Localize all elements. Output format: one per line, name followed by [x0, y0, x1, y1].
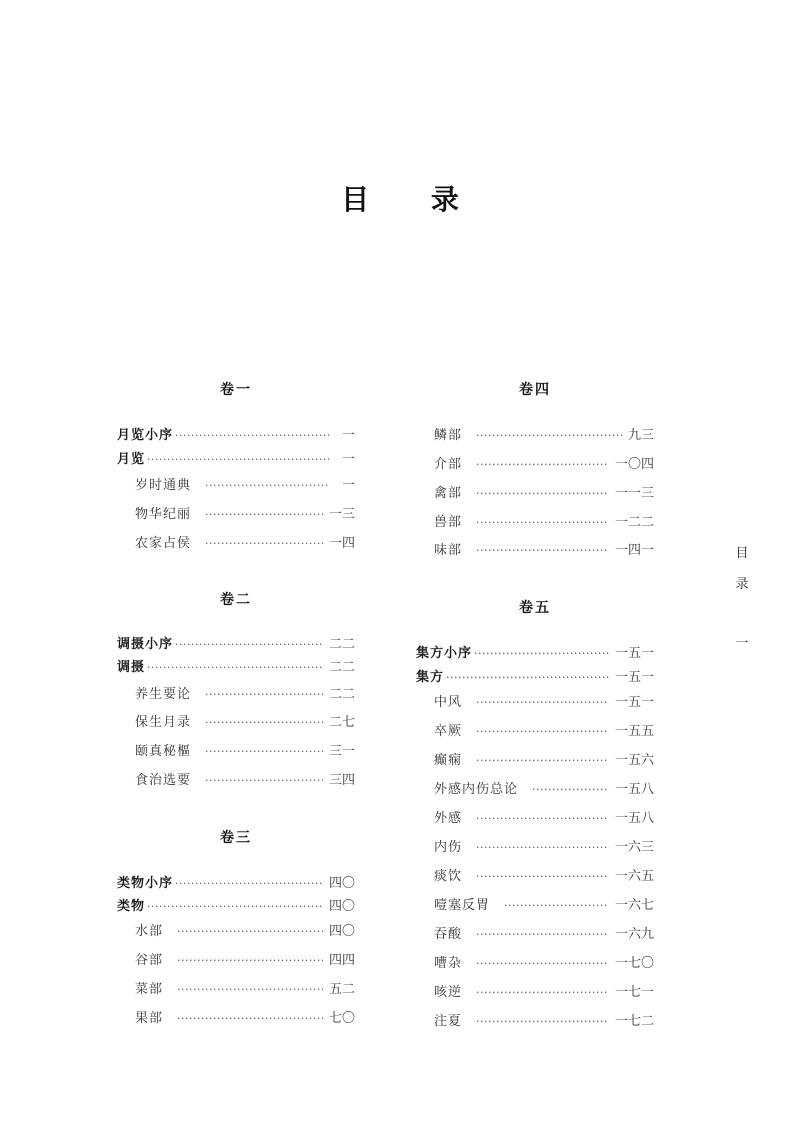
- entry-label: 内伤: [434, 840, 463, 855]
- toc-entry[interactable]: [416, 781, 654, 799]
- dot-leader: [175, 636, 323, 654]
- entry-page: 一六三: [614, 840, 654, 855]
- dot-leader: [504, 897, 609, 915]
- entry-label: 痰饮: [434, 869, 463, 884]
- entry-page: 一二二: [614, 515, 654, 530]
- toc-entry[interactable]: [117, 714, 355, 732]
- dot-leader: [476, 810, 609, 828]
- entry-label: 物华纪丽: [135, 507, 192, 522]
- entry-label: 农家占侯: [135, 536, 192, 551]
- toc-entry[interactable]: [416, 868, 654, 886]
- entry-page: 一七〇: [614, 956, 654, 971]
- entry-page: 三四: [328, 773, 355, 788]
- entry-label: 味部: [434, 543, 463, 558]
- toc-entry[interactable]: [117, 743, 355, 761]
- toc-entry[interactable]: [117, 898, 355, 916]
- entry-page: 二七: [328, 715, 355, 730]
- toc-entry[interactable]: [416, 456, 654, 474]
- dot-leader: [205, 714, 323, 732]
- toc-entry[interactable]: [117, 952, 355, 970]
- side-margin-char: 目: [735, 546, 749, 561]
- entry-label: 咳逆: [434, 985, 463, 1000]
- dot-leader: [474, 645, 609, 663]
- entry-page: 一: [341, 428, 355, 443]
- toc-entry[interactable]: [117, 506, 355, 524]
- toc-entry[interactable]: [117, 659, 355, 677]
- entry-page: 一〇四: [614, 457, 654, 472]
- entry-page: 二二: [328, 637, 355, 652]
- toc-entry[interactable]: [117, 636, 355, 654]
- entry-label: 癫痫: [434, 753, 463, 768]
- entry-page: 一五一: [614, 670, 654, 685]
- dot-leader: [147, 898, 323, 916]
- entry-page: 一五八: [614, 811, 654, 826]
- entry-label: 中风: [434, 695, 463, 710]
- dot-leader: [205, 743, 323, 761]
- dot-leader: [476, 723, 609, 741]
- entry-label: 谷部: [135, 953, 164, 968]
- page-title: 目 录: [341, 183, 485, 216]
- dot-leader: [532, 781, 609, 799]
- toc-entry[interactable]: [416, 694, 654, 712]
- toc-entry[interactable]: [117, 1010, 355, 1028]
- entry-page: 九三: [627, 428, 654, 443]
- entry-label: 类物小序: [117, 876, 174, 891]
- dot-leader: [175, 875, 323, 893]
- entry-label: 嘈杂: [434, 956, 463, 971]
- dot-leader: [175, 427, 329, 445]
- toc-entry[interactable]: [416, 485, 654, 503]
- dot-leader: [476, 984, 609, 1002]
- entry-label: 集方: [416, 670, 445, 685]
- toc-entry[interactable]: [416, 752, 654, 770]
- volume-header: 卷五: [519, 600, 551, 616]
- dot-leader: [476, 926, 609, 944]
- toc-entry[interactable]: [416, 542, 654, 560]
- entry-label: 外感内伤总论: [434, 782, 519, 797]
- entry-label: 类物: [117, 899, 146, 914]
- dot-leader: [205, 477, 329, 495]
- entry-page: 四〇: [328, 924, 355, 939]
- entry-page: 二二: [328, 660, 355, 675]
- toc-entry[interactable]: [117, 875, 355, 893]
- dot-leader: [205, 535, 323, 553]
- entry-page: 一七二: [614, 1014, 654, 1029]
- dot-leader: [476, 427, 622, 445]
- entry-label: 噎塞反胃: [434, 898, 491, 913]
- entry-page: 五二: [328, 982, 355, 997]
- dot-leader: [177, 981, 323, 999]
- entry-page: 一五一: [614, 695, 654, 710]
- entry-page: 四〇: [328, 899, 355, 914]
- entry-page: 一: [341, 478, 355, 493]
- toc-entry[interactable]: [416, 955, 654, 973]
- entry-page: 一五一: [614, 646, 654, 661]
- dot-leader: [147, 659, 323, 677]
- entry-label: 吞酸: [434, 927, 463, 942]
- entry-label: 岁时通典: [135, 478, 192, 493]
- entry-label: 食治选要: [135, 773, 192, 788]
- dot-leader: [205, 772, 323, 790]
- entry-label: 集方小序: [416, 646, 473, 661]
- entry-label: 卒厥: [434, 724, 463, 739]
- entry-page: 四四: [328, 953, 355, 968]
- dot-leader: [147, 451, 329, 469]
- entry-page: 一五六: [614, 753, 654, 768]
- entry-label: 禽部: [434, 486, 463, 501]
- volume-header: 卷四: [519, 382, 551, 398]
- dot-leader: [177, 1010, 323, 1028]
- entry-label: 鳞部: [434, 428, 463, 443]
- entry-page: 一三: [328, 507, 355, 522]
- entry-label: 介部: [434, 457, 463, 472]
- entry-label: 调摄: [117, 660, 146, 675]
- toc-entry[interactable]: [416, 645, 654, 663]
- toc-entry[interactable]: [416, 1013, 654, 1031]
- toc-entry[interactable]: [416, 926, 654, 944]
- entry-label: 菜部: [135, 982, 164, 997]
- dot-leader: [476, 955, 609, 973]
- entry-page: 一一三: [614, 486, 654, 501]
- dot-leader: [177, 923, 323, 941]
- toc-entry[interactable]: [416, 984, 654, 1002]
- entry-label: 注夏: [434, 1014, 463, 1029]
- entry-page: 七〇: [328, 1011, 355, 1026]
- side-page-number: 一: [735, 636, 749, 651]
- entry-label: 保生月录: [135, 715, 192, 730]
- dot-leader: [446, 669, 609, 687]
- entry-label: 果部: [135, 1011, 164, 1026]
- entry-label: 养生要论: [135, 687, 192, 702]
- entry-page: 一七一: [614, 985, 654, 1000]
- toc-entry[interactable]: [416, 514, 654, 532]
- volume-header: 卷二: [220, 592, 252, 608]
- entry-page: 三一: [328, 744, 355, 759]
- toc-entry[interactable]: [416, 810, 654, 828]
- dot-leader: [177, 952, 323, 970]
- toc-entry[interactable]: [117, 427, 355, 445]
- toc-entry[interactable]: [416, 669, 654, 687]
- dot-leader: [205, 686, 323, 704]
- dot-leader: [476, 868, 609, 886]
- toc-entry[interactable]: [117, 535, 355, 553]
- toc-entry[interactable]: [416, 427, 654, 445]
- entry-page: 一六七: [614, 898, 654, 913]
- dot-leader: [476, 1013, 609, 1031]
- entry-page: 一六五: [614, 869, 654, 884]
- toc-entry[interactable]: [117, 686, 355, 704]
- dot-leader: [476, 694, 609, 712]
- entry-page: 一四: [328, 536, 355, 551]
- toc-entry[interactable]: [117, 981, 355, 999]
- dot-leader: [476, 514, 609, 532]
- dot-leader: [476, 456, 609, 474]
- entry-label: 颐真秘樞: [135, 744, 192, 759]
- toc-entry[interactable]: [416, 897, 654, 915]
- dot-leader: [476, 542, 609, 560]
- side-margin-char: 录: [735, 577, 749, 592]
- entry-label: 月览小序: [117, 428, 174, 443]
- toc-entry[interactable]: [117, 923, 355, 941]
- toc-entry[interactable]: [416, 839, 654, 857]
- entry-page: 四〇: [328, 876, 355, 891]
- entry-page: 一六九: [614, 927, 654, 942]
- dot-leader: [476, 839, 609, 857]
- entry-label: 兽部: [434, 515, 463, 530]
- dot-leader: [476, 752, 609, 770]
- entry-page: 二二: [328, 687, 355, 702]
- toc-entry[interactable]: [117, 772, 355, 790]
- toc-entry[interactable]: [416, 723, 654, 741]
- entry-page: 一: [341, 452, 355, 467]
- entry-label: 月览: [117, 452, 146, 467]
- entry-page: 一五五: [614, 724, 654, 739]
- volume-header: 卷三: [220, 830, 252, 846]
- volume-header: 卷一: [220, 382, 252, 398]
- entry-page: 一五八: [614, 782, 654, 797]
- entry-page: 一四一: [614, 543, 654, 558]
- toc-entry[interactable]: [117, 477, 355, 495]
- entry-label: 外感: [434, 811, 463, 826]
- dot-leader: [205, 506, 323, 524]
- dot-leader: [476, 485, 609, 503]
- entry-label: 水部: [135, 924, 164, 939]
- toc-entry[interactable]: [117, 451, 355, 469]
- entry-label: 调摄小序: [117, 637, 174, 652]
